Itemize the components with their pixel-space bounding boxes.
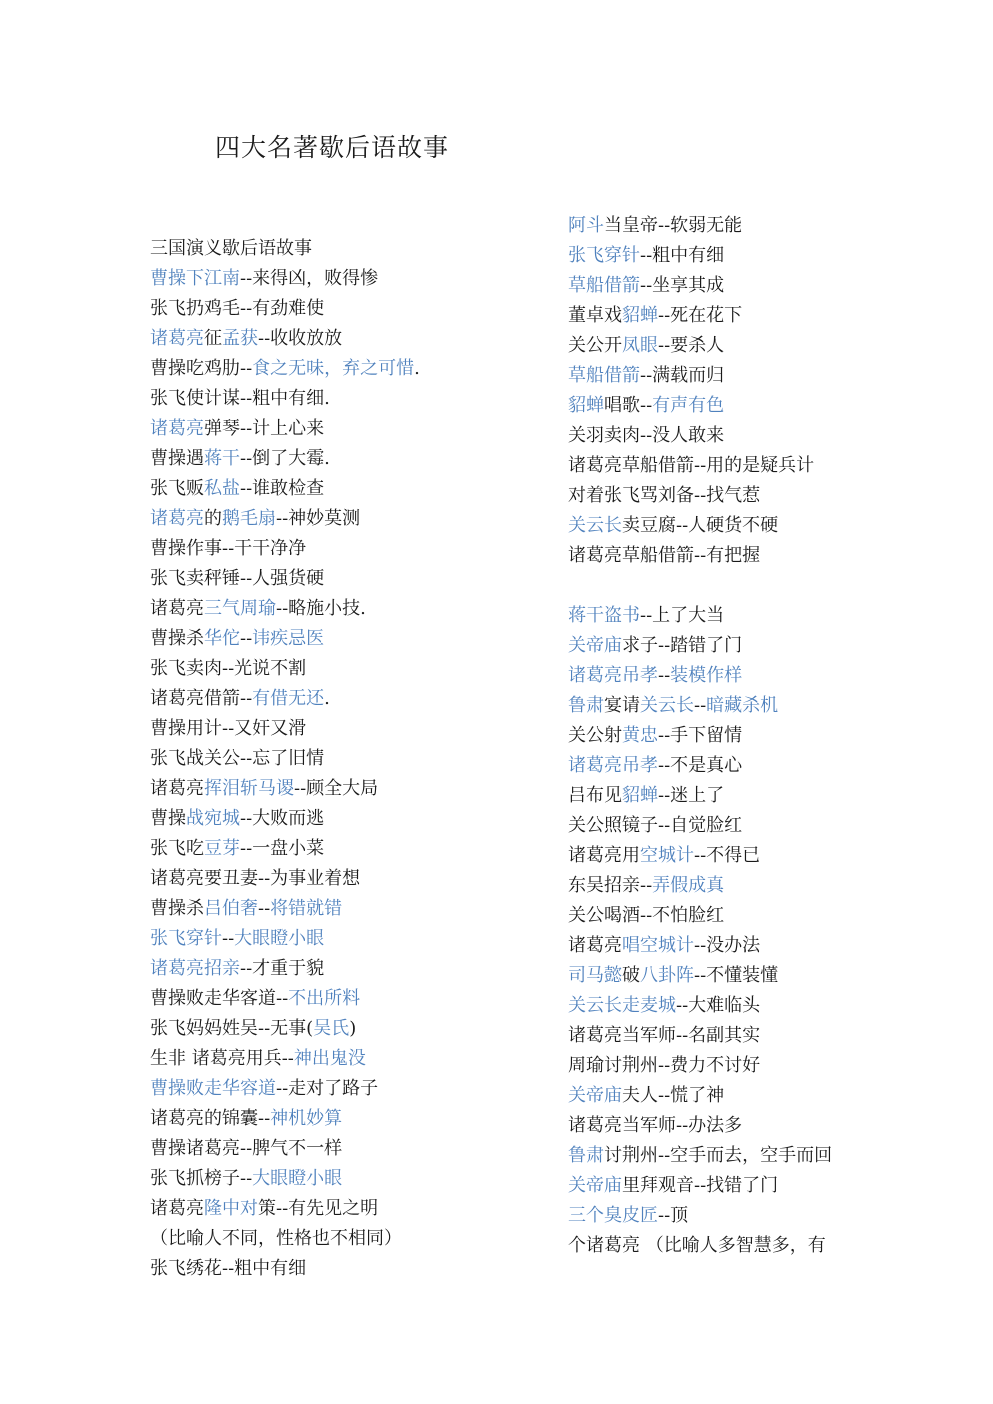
text-line: [150, 1164, 560, 1194]
text-line: [150, 924, 560, 954]
highlighted-segment: 貂蝉: [622, 305, 658, 326]
highlighted-segment: 关帝庙: [568, 635, 622, 656]
highlighted-segment: 诸葛亮吊孝: [568, 665, 658, 686]
text-segment: --顾全大局: [294, 778, 379, 799]
text-segment: 三国演义歇后语故事: [150, 238, 312, 259]
text-segment: --手下留情: [658, 725, 743, 746]
highlighted-segment: 三个臭皮匠: [568, 1205, 658, 1226]
highlighted-segment: 豆芽: [204, 838, 240, 859]
text-line: [568, 961, 978, 991]
text-line: [150, 834, 560, 864]
text-segment: 张飞贩: [150, 478, 204, 499]
highlighted-segment: 私盐: [204, 478, 240, 499]
highlighted-segment: 鲁肃: [568, 695, 604, 716]
highlighted-segment: 诸葛亮: [150, 328, 204, 349]
text-segment: 张飞妈妈姓吴--无事(: [150, 1018, 314, 1039]
text-segment: 曹操杀: [150, 628, 204, 649]
text-segment: 张飞卖肉--光说不割: [150, 658, 307, 679]
highlighted-segment: 张飞穿针: [568, 245, 640, 266]
highlighted-segment: 貂蝉: [568, 395, 604, 416]
text-segment: 张飞抓榜子--: [150, 1168, 253, 1189]
text-line: [568, 361, 978, 391]
text-segment: 张飞战关公--忘了旧情: [150, 748, 325, 769]
text-line: [568, 781, 978, 811]
text-segment: ): [349, 1018, 357, 1039]
text-segment: 策--有先见之明: [258, 1198, 379, 1219]
text-segment: 曹操诸葛亮--脾气不一样: [150, 1138, 343, 1159]
text-line: [568, 631, 978, 661]
text-segment: --大败而逃: [240, 808, 325, 829]
highlighted-segment: 阿斗: [568, 215, 604, 236]
text-segment: --满载而归: [640, 365, 725, 386]
text-segment: --不是真心: [658, 755, 743, 776]
text-segment: 诸葛亮: [150, 778, 204, 799]
text-segment: --才重于貌: [240, 958, 325, 979]
text-segment: 东吴招亲--: [568, 875, 653, 896]
text-line: [150, 1254, 560, 1284]
text-segment: --不懂装懂: [694, 965, 779, 986]
highlighted-segment: 孟获: [222, 328, 258, 349]
text-line: [150, 324, 560, 354]
text-line: [568, 391, 978, 421]
highlighted-segment: 食之无味，弃之可惜: [252, 358, 415, 379]
text-segment: --一盘小菜: [240, 838, 325, 859]
highlighted-segment: 关云长: [640, 695, 694, 716]
text-segment: 关公射: [568, 725, 622, 746]
highlighted-segment: 司马懿: [568, 965, 622, 986]
highlighted-segment: 隆中对: [204, 1198, 258, 1219]
text-line: [568, 481, 978, 511]
highlighted-segment: 诸葛亮: [150, 508, 204, 529]
highlighted-segment: 关帝庙: [568, 1085, 622, 1106]
text-line: [568, 421, 978, 451]
text-segment: 曹操杀: [150, 898, 204, 919]
text-line: [568, 1231, 978, 1261]
text-line: [150, 294, 560, 324]
highlighted-segment: 八卦阵: [640, 965, 694, 986]
text-segment: .: [414, 358, 420, 379]
text-segment: 周瑜讨荆州--费力不讨好: [568, 1055, 761, 1076]
text-segment: 关羽卖肉--没人敢来: [568, 425, 725, 446]
highlighted-segment: 三气周瑜: [204, 598, 276, 619]
highlighted-segment: 草船借箭: [568, 365, 640, 386]
text-segment: 董卓戏: [568, 305, 622, 326]
text-line: [568, 1201, 978, 1231]
highlighted-segment: 大眼瞪小眼: [252, 1168, 343, 1189]
highlighted-segment: 草船借箭: [568, 275, 640, 296]
text-segment: 生非 诸葛亮用兵--: [150, 1048, 294, 1069]
text-line: [150, 564, 560, 594]
highlighted-segment: 弄假成真: [652, 875, 725, 896]
highlighted-segment: 关帝庙: [568, 1175, 622, 1196]
text-segment: 曹操遇: [150, 448, 204, 469]
text-line: [568, 901, 978, 931]
text-segment: 当皇帝--软弱无能: [604, 215, 743, 236]
highlighted-segment: 暗藏杀机: [706, 695, 779, 716]
text-line: [150, 354, 560, 384]
text-line: [568, 721, 978, 751]
text-segment: --谁敢检查: [240, 478, 325, 499]
text-segment: 诸葛亮要丑妻--为事业着想: [150, 868, 361, 889]
highlighted-segment: 神机妙算: [270, 1108, 343, 1129]
highlighted-segment: 战宛城: [186, 808, 240, 829]
highlighted-segment: 不出所料: [288, 988, 361, 1009]
text-segment: --略施小技.: [276, 598, 366, 619]
text-segment: 个诸葛亮 （比喻人多智慧多，有: [568, 1235, 826, 1256]
text-line: [568, 211, 978, 241]
text-line: [568, 751, 978, 781]
text-segment: --迷上了: [658, 785, 725, 806]
text-segment: 弹琴--计上心来: [204, 418, 325, 439]
text-segment: --: [694, 695, 707, 716]
text-segment: 张飞使计谋--粗中有细.: [150, 388, 330, 409]
text-segment: 诸葛亮的锦囊--: [150, 1108, 271, 1129]
highlighted-segment: 唱空城计: [622, 935, 694, 956]
text-segment: 吕布见: [568, 785, 622, 806]
highlighted-segment: 鲁肃: [568, 1145, 604, 1166]
text-segment: 求子--踏错了门: [622, 635, 743, 656]
highlighted-segment: 诸葛亮招亲: [150, 958, 240, 979]
text-segment: --倒了大霉.: [240, 448, 330, 469]
highlighted-segment: 有借无还: [252, 688, 325, 709]
text-segment: --要杀人: [658, 335, 725, 356]
text-line: [150, 1224, 560, 1254]
document-title: 四大名著歇后语故事: [215, 133, 450, 162]
text-segment: 诸葛亮用: [568, 845, 640, 866]
text-segment: 卖豆腐--人硬货不硬: [622, 515, 779, 536]
text-segment: --顶: [658, 1205, 689, 1226]
text-line: [150, 864, 560, 894]
highlighted-segment: 诸葛亮吊孝: [568, 755, 658, 776]
text-segment: 里拜观音--找错了门: [622, 1175, 779, 1196]
right-column: [568, 211, 978, 1261]
highlighted-segment: 空城计: [640, 845, 694, 866]
text-line: [568, 1111, 978, 1141]
blank-line: [568, 571, 978, 601]
text-segment: --: [258, 898, 271, 919]
text-line: [150, 804, 560, 834]
text-line: [150, 624, 560, 654]
text-line: [568, 331, 978, 361]
text-segment: --走对了路子: [276, 1078, 379, 1099]
highlighted-segment: 有声有色: [652, 395, 725, 416]
text-line: [568, 1051, 978, 1081]
text-line: [568, 301, 978, 331]
text-line: [568, 451, 978, 481]
text-segment: 关公喝酒--不怕脸红: [568, 905, 725, 926]
text-line: [150, 534, 560, 564]
text-segment: --死在花下: [658, 305, 743, 326]
highlighted-segment: 讳疾忌医: [252, 628, 325, 649]
text-segment: 诸葛亮借箭--: [150, 688, 253, 709]
text-line: [150, 1074, 560, 1104]
text-segment: 破: [622, 965, 640, 986]
text-line: [150, 684, 560, 714]
text-line: [150, 1194, 560, 1224]
left-column: [150, 234, 560, 1284]
text-segment: 张飞吃: [150, 838, 204, 859]
text-line: [568, 271, 978, 301]
text-segment: 张飞扔鸡毛--有劲难使: [150, 298, 325, 319]
text-line: [150, 444, 560, 474]
highlighted-segment: 张飞穿针: [150, 928, 222, 949]
text-segment: --坐享其成: [640, 275, 725, 296]
highlighted-segment: 大眼瞪小眼: [234, 928, 325, 949]
highlighted-segment: 关云长走麦城: [568, 995, 676, 1016]
text-line: [150, 654, 560, 684]
text-segment: （比喻人不同，性格也不相同）: [150, 1228, 402, 1249]
text-line: [150, 414, 560, 444]
text-line: [568, 601, 978, 631]
text-line: [568, 511, 978, 541]
text-segment: --神妙莫测: [276, 508, 361, 529]
text-segment: --: [222, 928, 235, 949]
text-segment: 关公开: [568, 335, 622, 356]
highlighted-segment: 黄忠: [622, 725, 658, 746]
text-line: [150, 264, 560, 294]
text-segment: 讨荆州--空手而去，空手而回: [604, 1145, 833, 1166]
highlighted-segment: 曹操败走华容道: [150, 1078, 276, 1099]
highlighted-segment: 神出鬼没: [293, 1048, 366, 1069]
text-segment: --不得已: [694, 845, 761, 866]
text-segment: 诸葛亮草船借箭--用的是疑兵计: [568, 455, 815, 476]
text-line: [568, 991, 978, 1021]
text-segment: --: [240, 628, 253, 649]
text-segment: --上了大当: [640, 605, 725, 626]
text-segment: 张飞绣花--粗中有细: [150, 1258, 307, 1279]
highlighted-segment: 将错就错: [270, 898, 343, 919]
text-line: [150, 714, 560, 744]
text-line: [568, 1021, 978, 1051]
text-segment: 唱歌--: [604, 395, 653, 416]
text-line: [568, 841, 978, 871]
text-segment: .: [324, 688, 330, 709]
text-segment: --来得凶，败得惨: [240, 268, 379, 289]
text-line: [150, 894, 560, 924]
text-segment: 的: [204, 508, 222, 529]
highlighted-segment: 貂蝉: [622, 785, 658, 806]
text-line: [150, 384, 560, 414]
text-line: [150, 1134, 560, 1164]
text-line: [150, 234, 560, 264]
text-segment: 曹操用计--又奸又滑: [150, 718, 307, 739]
highlighted-segment: 关云长: [568, 515, 622, 536]
text-line: [568, 241, 978, 271]
highlighted-segment: 华佗: [204, 628, 240, 649]
text-segment: 诸葛亮: [568, 935, 622, 956]
text-line: [568, 811, 978, 841]
text-line: [568, 1081, 978, 1111]
text-segment: --收收放放: [258, 328, 343, 349]
text-segment: 诸葛亮: [150, 598, 204, 619]
text-segment: 征: [204, 328, 222, 349]
text-segment: --: [658, 665, 671, 686]
text-segment: --大难临头: [676, 995, 761, 1016]
text-segment: 曹操吃鸡肋--: [150, 358, 253, 379]
text-line: [150, 594, 560, 624]
text-line: [150, 984, 560, 1014]
text-segment: 诸葛亮当军师--办法多: [568, 1115, 743, 1136]
text-segment: 张飞卖秤锤--人强货硬: [150, 568, 325, 589]
text-segment: 诸葛亮: [150, 1198, 204, 1219]
text-segment: --粗中有细: [640, 245, 725, 266]
text-line: [568, 1171, 978, 1201]
highlighted-segment: 装模作样: [670, 665, 743, 686]
text-line: [150, 504, 560, 534]
highlighted-segment: 鹅毛扇: [222, 508, 276, 529]
text-line: [150, 1044, 560, 1074]
text-line: [150, 1104, 560, 1134]
highlighted-segment: 诸葛亮: [150, 418, 204, 439]
highlighted-segment: 曹操下江南: [150, 268, 240, 289]
text-segment: 曹操作事--干干净净: [150, 538, 307, 559]
highlighted-segment: 凤眼: [622, 335, 658, 356]
text-line: [568, 691, 978, 721]
text-segment: 曹操败走华客道--: [150, 988, 289, 1009]
text-line: [150, 1014, 560, 1044]
text-segment: 关公照镜子--自觉脸红: [568, 815, 743, 836]
text-line: [150, 474, 560, 504]
text-segment: 宴请: [604, 695, 640, 716]
text-segment: 曹操: [150, 808, 186, 829]
text-line: [150, 774, 560, 804]
highlighted-segment: 吴氏: [313, 1018, 350, 1039]
highlighted-segment: 蒋干盗书: [568, 605, 640, 626]
text-segment: 夫人--慌了神: [622, 1085, 725, 1106]
highlighted-segment: 蒋干: [204, 448, 240, 469]
text-line: [568, 871, 978, 901]
text-segment: 对着张飞骂刘备--找气惹: [568, 485, 761, 506]
text-line: [150, 744, 560, 774]
text-line: [568, 661, 978, 691]
text-segment: 诸葛亮当军师--名副其实: [568, 1025, 761, 1046]
highlighted-segment: 吕伯奢: [204, 898, 258, 919]
text-line: [568, 541, 978, 571]
text-segment: 诸葛亮草船借箭--有把握: [568, 545, 761, 566]
text-line: [568, 1141, 978, 1171]
text-line: [150, 954, 560, 984]
text-segment: --没办法: [694, 935, 761, 956]
text-line: [568, 931, 978, 961]
highlighted-segment: 挥泪斩马谡: [204, 778, 294, 799]
